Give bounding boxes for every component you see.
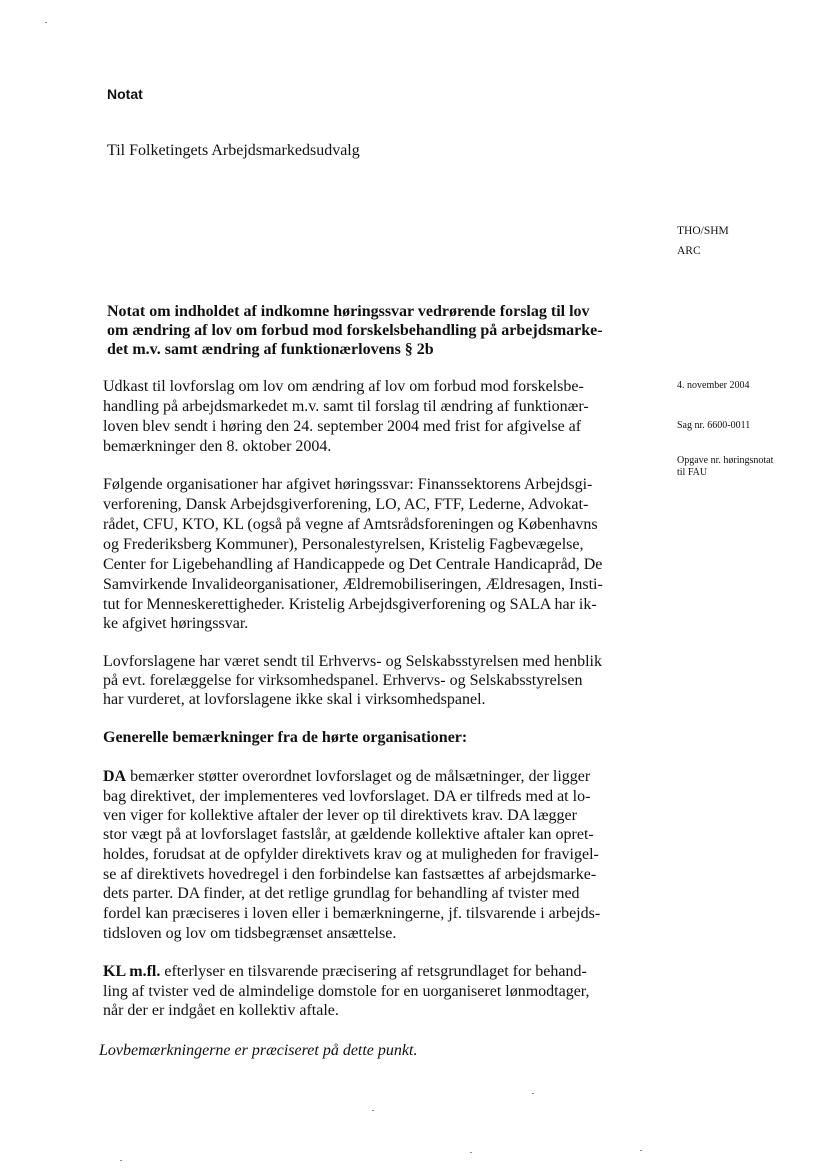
- title-line: om ændring af lov om forbud mod forskelsbehandling på arbejdsmarke-: [107, 322, 603, 339]
- paragraph-line: bag direktivet, der implementeres ved lovforslaget. DA er tilfreds med at lo-: [103, 788, 591, 805]
- paragraph-line: på evt. forelæggelse for virksomhedspanel. Erhvervs- og Selskabsstyrelsen: [103, 672, 583, 689]
- paragraph-line: fordel kan præciseres i loven eller i bemærkningerne, jf. tilsvarende i arbejds-: [103, 905, 601, 922]
- paragraph-line: tidsloven og lov om tidsbegrænset ansættelse.: [103, 925, 397, 942]
- paragraph-line: DA bemærker støtter overordnet lovforslaget og de målsætninger, der ligger: [103, 768, 591, 785]
- initials-line-1: THO/SHM: [677, 225, 729, 237]
- paragraph-line: når der er indgået en kollektiv aftale.: [103, 1002, 339, 1019]
- paragraph-line: holdes, forudsat at de opfylder direktivets krav og at muligheden for fravigel-: [103, 846, 599, 863]
- paragraph-line: se af direktivets hovedregel i den forbindelse kan fastsættes af arbejdsmarke-: [103, 866, 597, 883]
- task-line-2: til FAU: [677, 467, 708, 478]
- paragraph-line: loven blev sendt i høring den 24. september 2004 med frist for afgivelse af: [103, 418, 582, 435]
- italic-note: Lovbemærkningerne er præciseret på dette punkt.: [99, 1042, 418, 1059]
- paragraph-line: Følgende organisationer har afgivet høringssvar: Finanssektorens Arbejdsgi-: [103, 476, 593, 493]
- scan-speck: [532, 1093, 534, 1094]
- paragraph-line: verforening, Dansk Arbejdsgiverforening, LO, AC, FTF, Lederne, Advokat-: [103, 496, 589, 513]
- paragraph-line: Lovforslagene har været sendt til Erhvervs- og Selskabsstyrelsen med henblik: [103, 653, 602, 670]
- paragraph-line: ling af tvister ved de almindelige domstole for en uorganiseret lønmodtager,: [103, 983, 590, 1000]
- scan-speck: [470, 1152, 472, 1153]
- organisation-name: KL m.fl.: [103, 963, 161, 980]
- section-heading: Generelle bemærkninger fra de hørte organisationer:: [103, 729, 468, 746]
- scan-speck: [120, 1160, 122, 1161]
- paragraph-line: og Frederiksberg Kommuner), Personalestyrelsen, Kristelig Fagbevægelse,: [103, 536, 584, 553]
- recipient-line: Til Folketingets Arbejdsmarkedsudvalg: [107, 142, 360, 159]
- paragraph-line: KL m.fl. efterlyser en tilsvarende præcisering af retsgrundlaget for behand-: [103, 963, 587, 980]
- paragraph-line: Center for Ligebehandling af Handicappede og Det Centrale Handicapråd, De: [103, 556, 603, 573]
- task-line-1: Opgave nr. høringsnotat: [677, 455, 774, 466]
- title-line: Notat om indholdet af indkomne høringssvar vedrørende forslag til lov: [107, 303, 590, 320]
- scan-speck: [640, 1150, 642, 1151]
- document-title: [107, 302, 627, 359]
- scan-speck: [45, 22, 47, 23]
- paragraph-line: dets parter. DA finder, at det retlige grundlag for behandling af tvister med: [103, 885, 580, 902]
- paragraph-line: har vurderet, at lovforslagene ikke skal i virksomhedspanel.: [103, 691, 486, 708]
- paragraph-line: stor vægt på at lovforslaget fastslår, at gældende kollektive aftaler kan opret-: [103, 826, 594, 843]
- document-date: 4. november 2004: [677, 380, 750, 391]
- paragraph-line: tut for Menneskerettigheder. Kristelig Arbejdsgiverforening og SALA har ik-: [103, 596, 597, 613]
- initials-line-2: ARC: [677, 245, 701, 257]
- paragraph-line: Samvirkende Invalideorganisationer, Ældremobiliseringen, Ældresagen, Insti-: [103, 576, 603, 593]
- paragraph-line: handling på arbejdsmarkedet m.v. samt til forslag til ændring af funktionær-: [103, 398, 589, 415]
- paragraph-line: rådet, CFU, KTO, KL (også på vegne af Amtsrådsforeningen og Københavns: [103, 516, 598, 533]
- scan-speck: [372, 1110, 374, 1111]
- organisation-name: DA: [103, 768, 127, 785]
- paragraph-line: Udkast til lovforslag om lov om ændring af lov om forbud mod forskelsbe-: [103, 378, 584, 395]
- paragraph-line: bemærkninger den 8. oktober 2004.: [103, 438, 332, 455]
- document-type-label: Notat: [107, 86, 143, 102]
- title-line: det m.v. samt ændring af funktionærlovens § 2b: [107, 341, 434, 358]
- case-number: Sag nr. 6600-0011: [677, 420, 751, 431]
- paragraph-line: ven viger for kollektive aftaler der lever op til direktivets krav. DA lægger: [103, 807, 577, 824]
- paragraph-line: ke afgivet høringssvar.: [103, 615, 249, 632]
